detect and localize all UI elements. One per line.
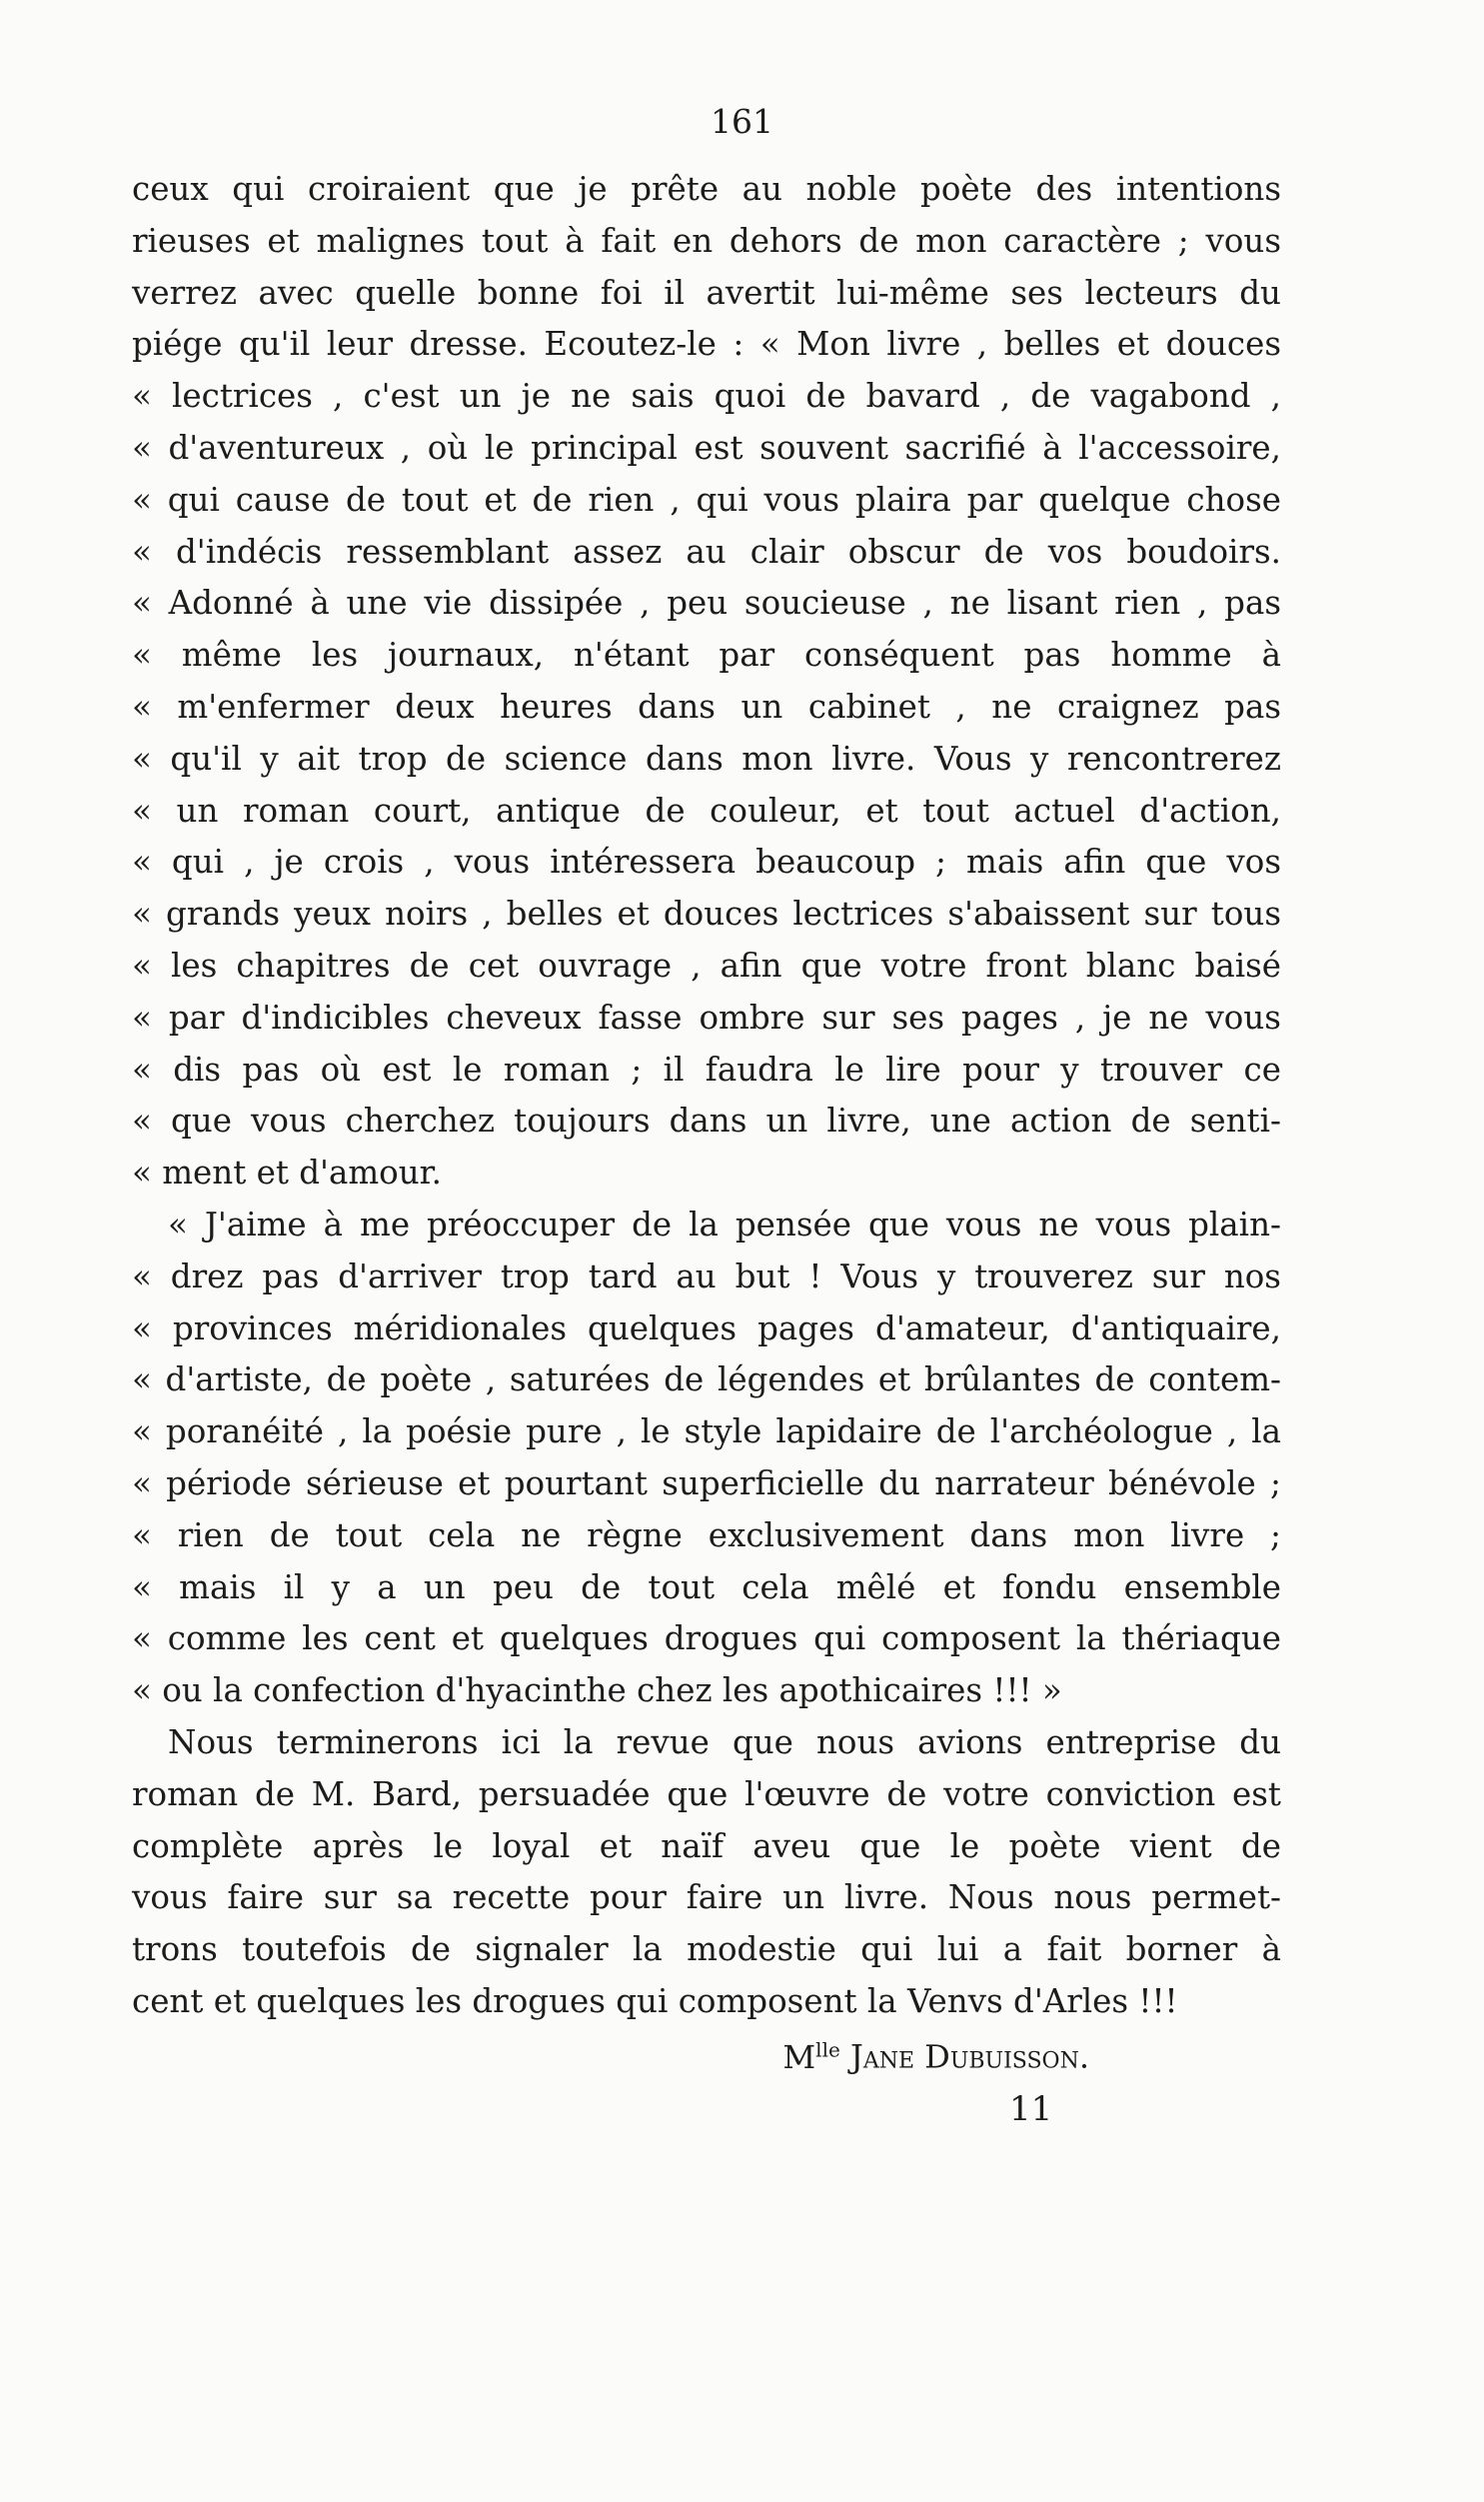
text-line: « provinces méridionales quelques pages d'amateur, d'antiquaire, (132, 1308, 1281, 1347)
signature-title: $M^{lle}$ (782, 2037, 840, 2076)
text-line: « dis pas où est le roman ; il faudra le lire pour y trouver ce (132, 1050, 1281, 1089)
text-line: « mais il y a un peu de tout cela mêlé et fondu ensemble (132, 1567, 1281, 1606)
text-line: « par d'indicibles cheveux fasse ombre sur ses pages , je ne vous (132, 998, 1281, 1037)
text-line: « ou la confection d'hyacinthe chez les apothicaires !!! » (132, 1671, 1062, 1710)
body-text (132, 164, 1281, 2028)
text-line: « J'aime à me préoccuper de la pensée que vous ne vous plain- (168, 1205, 1281, 1244)
text-line: « poranéité , la poésie pure , le style lapidaire de l'archéologue , la (132, 1412, 1281, 1451)
text-line: « d'artiste, de poète , saturées de légendes et brûlantes de contem- (132, 1360, 1281, 1399)
text-line: rieuses et malignes tout à fait en dehors de mon caractère ; vous (132, 221, 1281, 260)
text-line: Nous terminerons ici la revue que nous avions entreprise du (168, 1722, 1281, 1761)
page-number: 161 (711, 102, 773, 141)
text-line: complète après le loyal et naïf aveu que le poète vient de (132, 1826, 1281, 1865)
text-line: « les chapitres de cet ouvrage , afin que votre front blanc baisé (132, 946, 1281, 985)
author-signature (740, 2037, 1089, 2076)
signature-name: Jane Dubuisson. (849, 2037, 1089, 2076)
text-line: « d'indécis ressemblant assez au clair obscur de vos boudoirs. (132, 532, 1281, 571)
text-line: « rien de tout cela ne règne exclusivement dans mon livre ; (132, 1515, 1281, 1554)
text-line: « d'aventureux , où le principal est souvent sacrifié à l'accessoire, (132, 428, 1281, 467)
text-line: « lectrices , c'est un je ne sais quoi de bavard , de vagabond , (132, 377, 1281, 416)
text-line: « drez pas d'arriver trop tard au but ! Vous y trouverez sur nos (132, 1256, 1281, 1295)
text-line: verrez avec quelle bonne foi il avertit lui-même ses lecteurs du (132, 273, 1281, 312)
text-line: ceux qui croiraient que je prête au noble poète des intentions (132, 170, 1281, 208)
text-line: « ment et d'amour. (132, 1154, 442, 1193)
text-line: « comme les cent et quelques drogues qui composent la thériaque (132, 1619, 1281, 1658)
text-line: « un roman court, antique de couleur, et tout actuel d'action, (132, 791, 1281, 830)
signature-mark: 11 (1009, 2089, 1053, 2129)
text-line: trons toutefois de signaler la modestie qui lui a fait borner à (132, 1930, 1281, 1969)
text-line: roman de M. Bard, persuadée que l'œuvre de votre conviction est (132, 1774, 1281, 1813)
text-line: « qui cause de tout et de rien , qui vous plaira par quelque chose (132, 480, 1281, 519)
text-line: « grands yeux noirs , belles et douces lectrices s'abaissent sur tous (132, 895, 1281, 934)
text-line: « qu'il y ait trop de science dans mon livre. Vous y rencontrerez (132, 739, 1281, 778)
text-line: « même les journaux, n'étant par conséquent pas homme à (132, 636, 1281, 675)
text-line: « m'enfermer deux heures dans un cabinet , ne craignez pas (132, 687, 1281, 726)
text-line: « Adonné à une vie dissipée , peu soucieuse , ne lisant rien , pas (132, 584, 1281, 623)
text-line: piége qu'il leur dresse. Ecoutez-le : « Mon livre , belles et douces (132, 325, 1281, 364)
text-line: « période sérieuse et pourtant superficielle du narrateur bénévole ; (132, 1463, 1281, 1502)
text-line: vous faire sur sa recette pour faire un livre. Nous nous permet- (132, 1878, 1281, 1917)
text-line: cent et quelques les drogues qui composent la Venvs d'Arles !!! (132, 1981, 1178, 2020)
text-line: « qui , je crois , vous intéressera beaucoup ; mais afin que vos (132, 843, 1281, 882)
text-line: « que vous cherchez toujours dans un livre, une action de senti- (132, 1102, 1281, 1141)
signature-title-sup: lle (815, 2037, 840, 2061)
